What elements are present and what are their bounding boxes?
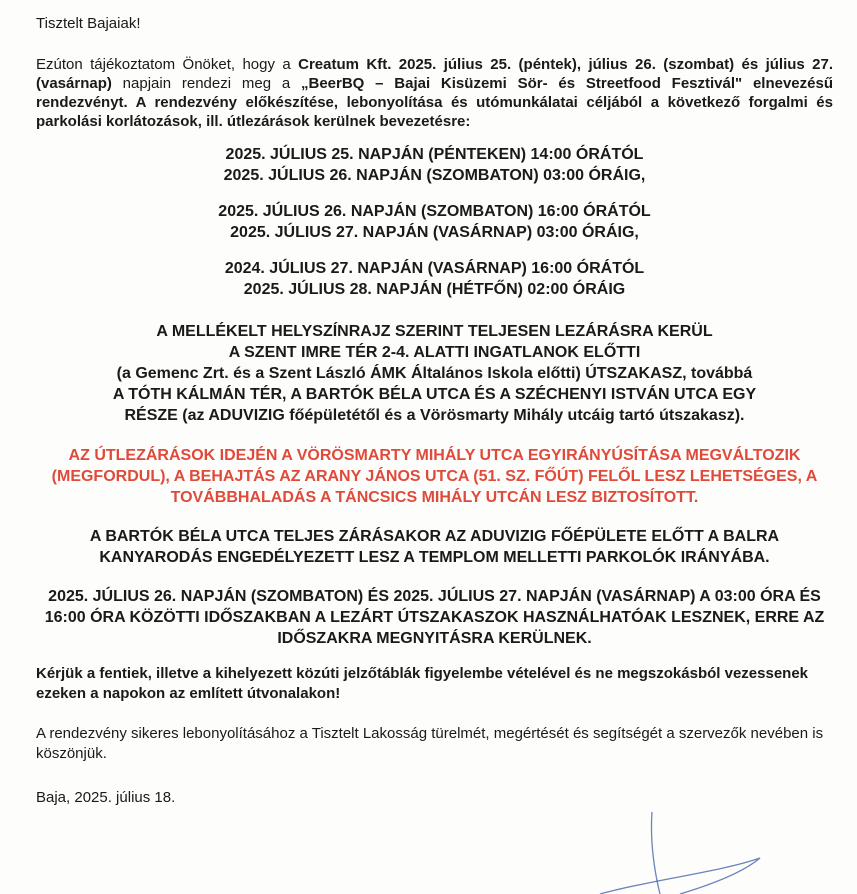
intro-paragraph [36,55,833,131]
closure-line-1: A MELLÉKELT HELYSZÍNRAJZ SZERINT TELJESEN LEZÁRÁSRA KERÜL [156,323,713,340]
closure-line-5: RÉSZE (az ADUVIZIG főépületétől és a Vörösmarty Mihály utcáig tartó útszakasz). [124,407,745,424]
closure-line-3: (a Gemenc Zrt. és a Szent László ÁMK Általános Iskola előtti) ÚTSZAKASZ, továbbá [116,365,753,382]
thanks-paragraph: A rendezvény sikeres lebonyolításához a Tisztelt Lakosság türelmét, megértését és segítségét a szervezők nevében is köszönjük. [36,725,824,762]
date-range-1-from: 2025. JÚLIUS 25. NAPJÁN (PÉNTEKEN) 14:00 ÓRÁTÓL [225,146,644,163]
salutation: Tisztelt Bajaiak! [36,15,141,32]
driving-request: Kérjük a fentiek, illetve a kihelyezett közúti jelzőtáblák figyelembe vételével és ne megszokásból vezessenek ezeken a napokon az említett útvonalakon! [36,665,809,702]
intro-text-1: Ezúton tájékoztatom Önöket, hogy a [36,56,299,73]
date-range-3-to: 2025. JÚLIUS 28. NAPJÁN (HÉTFŐN) 02:00 ÓRÁIG [243,281,626,298]
date-range-1-to: 2025. JÚLIUS 26. NAPJÁN (SZOMBATON) 03:00 ÓRÁIG, [223,167,646,184]
date-range-1 [36,144,833,186]
intro-event-description: „BeerBQ – Bajai Kisüzemi Sör- és Streetfood Fesztivál" elnevezésű rendezvényt. A rendezvény előkészítése, lebonyolítása és utómunkálatai céljából a következő forgalmi és parkolási korlátozások, ill. útlezárások kerülnek bevezetésre: [36,75,833,130]
closure-notice [36,321,833,426]
date-range-2-from: 2025. JÚLIUS 26. NAPJÁN (SZOMBATON) 16:00 ÓRÁTÓL [218,203,651,220]
intro-organizer-dates: Creatum Kft. 2025. július 25. (péntek), július 26. (szombat) és július 27. (vasárnap) [36,56,833,92]
one-way-change-notice: AZ ÚTLEZÁRÁSOK IDEJÉN A VÖRÖSMARTY MIHÁLY UTCA EGYIRÁNYÚSÍTÁSA MEGVÁLTOZIK (MEGFORDUL), A BEHAJTÁS AZ ARANY JÁNOS UTCA (51. SZ. FŐÚT) FELŐL LESZ LEHETSÉGES, A TOVÁBBHALADÁS A TÁNCSICS MIHÁLY UTCÁN LESZ BIZTOSÍTOTT. [51,447,818,506]
date-range-2-to: 2025. JÚLIUS 27. NAPJÁN (VASÁRNAP) 03:00 ÓRÁIG, [230,224,639,241]
intro-text-2: napjain rendezi meg a [111,75,301,92]
date-range-3-from: 2024. JÚLIUS 27. NAPJÁN (VASÁRNAP) 16:00 ÓRÁTÓL [224,260,645,277]
place-and-date: Baja, 2025. július 18. [36,789,176,806]
date-range-2 [36,201,833,243]
closure-line-2: A SZENT IMRE TÉR 2-4. ALATTI INGATLANOK ELŐTTI [228,344,641,361]
left-turn-notice: A BARTÓK BÉLA UTCA TELJES ZÁRÁSAKOR AZ ADUVIZIG FŐÉPÜLETE ELŐTT A BALRA KANYARODÁS ENGEDÉLYEZETT LESZ A TEMPLOM MELLETTI PARKOLÓK IRÁNYÁBA. [89,528,780,566]
closure-line-4: A TÓTH KÁLMÁN TÉR, A BARTÓK BÉLA UTCA ÉS A SZÉCHENYI ISTVÁN UTCA EGY [112,386,757,403]
date-range-3 [36,258,833,300]
reopening-notice: 2025. JÚLIUS 26. NAPJÁN (SZOMBATON) ÉS 2025. JÚLIUS 27. NAPJÁN (VASÁRNAP) A 03:00 ÓRA ÉS 16:00 ÓRA KÖZÖTTI IDŐSZAKBAN A LEZÁRT ÚTSZAKASZOK HASZNÁLHATÓAK LESZNEK, ERRE AZ IDŐSZAKRA MEGNYITÁSRA KERÜLNEK. [44,588,825,647]
